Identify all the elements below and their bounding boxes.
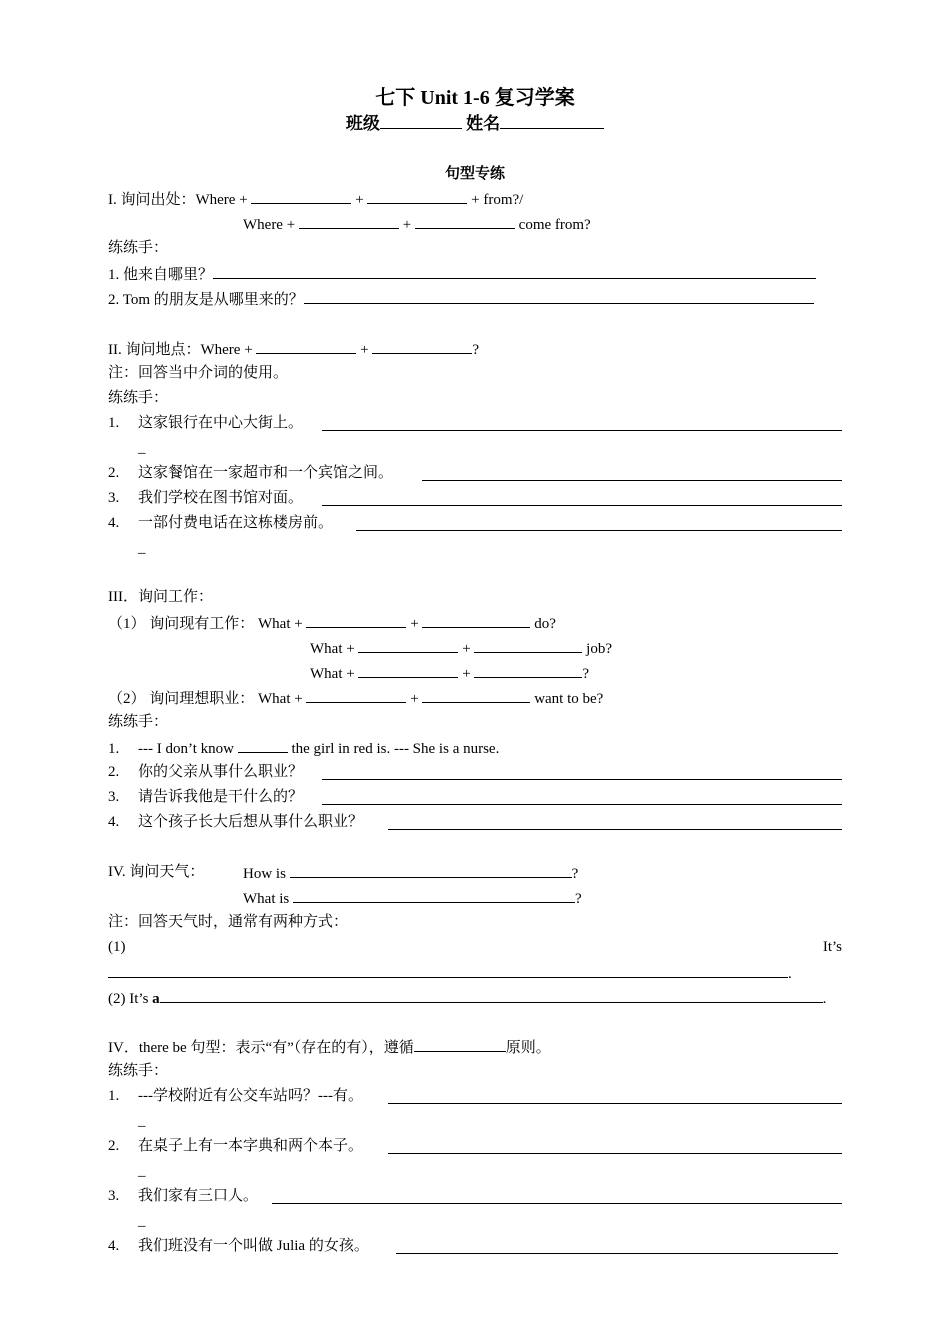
s2-dash-1: _ — [138, 440, 146, 456]
s1-heading-line: I. 询问出处：Where + + + from?/ — [108, 186, 842, 211]
s5-principle-blank[interactable] — [414, 1034, 506, 1052]
s2-answer-3[interactable] — [322, 487, 842, 506]
s5-practice-label: 练练手： — [108, 1063, 169, 1079]
s1-blank-4[interactable] — [415, 211, 515, 229]
s3-sub2-line: （2） 询问理想职业： What + + want to be? — [108, 685, 842, 710]
s5-item-4: 4. 我们班没有一个叫做 Julia 的女孩。 — [108, 1238, 369, 1254]
s1-blank-1[interactable] — [251, 186, 351, 204]
s4-answer-2-line: (2) It’s a . — [108, 985, 842, 1010]
s3-blank-4[interactable] — [474, 635, 582, 653]
s3-blank-5[interactable] — [358, 660, 458, 678]
s3-blank-6[interactable] — [474, 660, 582, 678]
s1-practice-label: 练练手： — [108, 240, 169, 256]
s1-answer-2[interactable] — [304, 286, 814, 304]
s5-item-3: 3. 我们家有三口人。 — [108, 1188, 259, 1204]
s5-answer-1[interactable] — [388, 1085, 842, 1104]
s1-where-line: Where + + come from? — [243, 211, 842, 236]
s3-item-2: 2. 你的父亲从事什么职业？ — [108, 764, 304, 780]
s3-blank-8[interactable] — [422, 685, 530, 703]
s2-answer-4[interactable] — [356, 512, 842, 531]
student-info — [0, 111, 950, 137]
s3-blank-7[interactable] — [306, 685, 406, 703]
s2-item-1: 1. 这家银行在中心大街上。 — [108, 415, 304, 431]
s4-answer-2-blank[interactable] — [160, 985, 823, 1003]
s2-item-3: 3. 我们学校在图书馆对面。 — [108, 490, 304, 506]
s3-item-4: 4. 这个孩子长大后想从事什么职业？ — [108, 814, 364, 830]
s1-blank-2[interactable] — [367, 186, 467, 204]
s3-answer-2[interactable] — [322, 761, 842, 780]
s3-practice-label: 练练手： — [108, 714, 169, 730]
s2-heading-line: II. 询问地点：Where + + ? — [108, 336, 842, 361]
s1-question-2: 2. Tom 的朋友是从哪里来的？ — [108, 286, 842, 311]
s5-item-1: 1. ---学校附近有公交车站吗？---有。 — [108, 1088, 363, 1104]
s4-whatis-blank[interactable] — [293, 885, 575, 903]
s3-q-line: What + + ? — [310, 660, 842, 685]
s3-job-line: What + + job? — [310, 635, 842, 660]
s4-howis-blank[interactable] — [290, 860, 572, 878]
s3-blank-3[interactable] — [358, 635, 458, 653]
s3-blank-1[interactable] — [306, 610, 406, 628]
s2-note: 注：回答当中介词的使用。 — [108, 365, 289, 381]
s5-answer-4[interactable] — [396, 1235, 838, 1254]
s1-blank-3[interactable] — [299, 211, 399, 229]
s4-answer-1-line: (1) — [108, 939, 126, 955]
s3-blank-2[interactable] — [422, 610, 530, 628]
s2-dash-4: _ — [138, 540, 146, 556]
s2-item-2: 2. 这家餐馆在一家超市和一个宾馆之间。 — [108, 465, 394, 481]
s5-item-2: 2. 在桌子上有一本字典和两个本子。 — [108, 1138, 364, 1154]
s4-heading: IV. 询问天气： — [108, 864, 205, 880]
s3-sub1-line: （1） 询问现有工作： What + + do? — [108, 610, 842, 635]
s2-practice-label: 练练手： — [108, 390, 169, 406]
s4-answer-1-fill-line: . — [108, 960, 842, 985]
s5-answer-2[interactable] — [388, 1135, 842, 1154]
s5-answer-3[interactable] — [272, 1185, 842, 1204]
s4-howis-line: How is ? — [243, 860, 842, 885]
s1-answer-1[interactable] — [213, 261, 816, 279]
class-label: 班级 — [345, 114, 380, 133]
class-blank[interactable] — [380, 111, 462, 129]
s5-dash-2: _ — [138, 1163, 146, 1179]
s4-whatis-line: What is ? — [243, 885, 842, 910]
s3-item-1-blank[interactable] — [238, 735, 288, 753]
s2-blank-2[interactable] — [372, 336, 472, 354]
s1-question-1: 1. 他来自哪里？ — [108, 261, 842, 286]
s4-note: 注：回答天气时，通常有两种方式： — [108, 914, 349, 930]
s5-dash-1: _ — [138, 1113, 146, 1129]
s3-item-3: 3. 请告诉我他是干什么的？ — [108, 789, 304, 805]
page-title: 七下 Unit 1-6 复习学案 — [375, 87, 575, 109]
s3-answer-3[interactable] — [322, 786, 842, 805]
s3-item-1: 1. --- I don’t know the girl in red is. --- She is a nurse. — [108, 735, 842, 760]
name-label: 姓名 — [466, 114, 501, 133]
s4-its-label: It’s — [822, 939, 842, 955]
s5-dash-3: _ — [138, 1213, 146, 1229]
s3-answer-4[interactable] — [388, 811, 842, 830]
s2-item-4: 4. 一部付费电话在这栋楼房前。 — [108, 515, 334, 531]
s2-answer-2[interactable] — [422, 462, 842, 481]
s4-answer-1-blank[interactable] — [108, 960, 788, 978]
s5-heading: IV．there be 句型：表示“有”（存在的有），遵循 原则。 — [108, 1034, 842, 1059]
section-title: 句型专练 — [444, 166, 505, 182]
s3-heading: III．询问工作： — [108, 589, 213, 605]
s2-answer-1[interactable] — [322, 412, 842, 431]
s2-blank-1[interactable] — [256, 336, 356, 354]
name-blank[interactable] — [500, 111, 604, 129]
